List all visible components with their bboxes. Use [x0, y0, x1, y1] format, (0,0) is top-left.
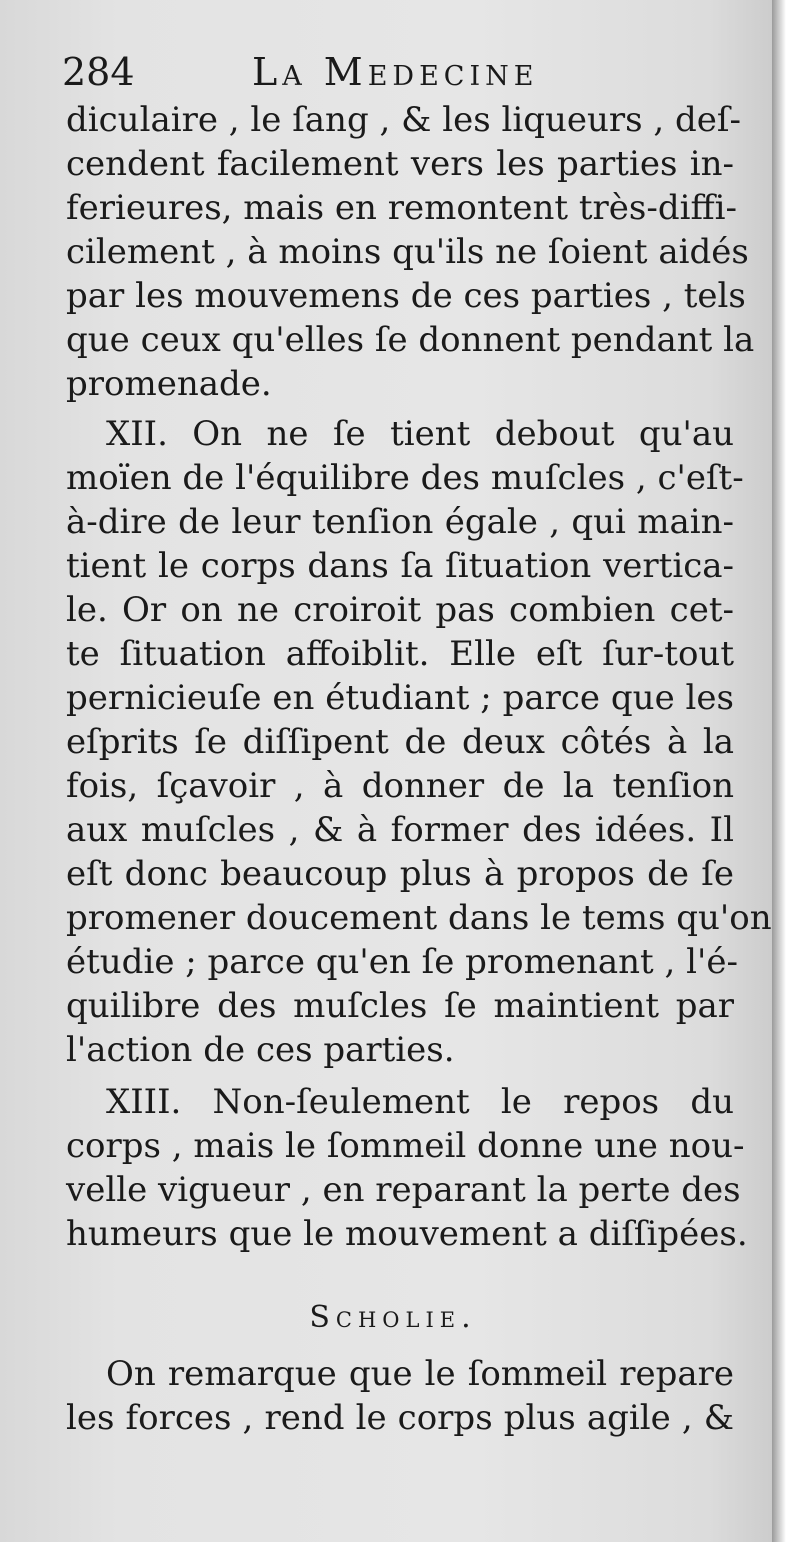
text-line: promenade.: [66, 364, 272, 404]
text-line: ferieures, mais en remontent très-diffi-: [66, 188, 738, 228]
text-line: corps , mais le ſommeil donne une nou-: [66, 1126, 745, 1166]
text-line: l'action de ces parties.: [66, 1030, 455, 1070]
text-line: XIII. Non-ſeulement le repos du: [106, 1082, 734, 1122]
text-line: promener doucement dans le tems qu'on: [66, 898, 772, 938]
section-heading: Scholie.: [309, 1300, 477, 1335]
text-line: On remarque que le ſommeil repare: [106, 1354, 734, 1394]
text-line: te ſituation affoiblit. Elle eſt ſur-tout: [66, 634, 734, 674]
text-line: velle vigueur , en reparant la perte des: [66, 1170, 741, 1210]
text-line: humeurs que le mouvement a diſſipées.: [66, 1214, 748, 1254]
text-line: fois, ſçavoir , à donner de la tenſion: [66, 766, 734, 806]
text-line: XII. On ne ſe tient debout qu'au: [106, 414, 734, 454]
text-line: eſprits ſe diſſipent de deux côtés à la: [66, 722, 734, 762]
page-header: [62, 48, 742, 96]
text-line: cilement , à moins qu'ils ne ſoient aidés: [66, 232, 749, 272]
text-line: étudie ; parce qu'en ſe promenant , l'é-: [66, 942, 738, 982]
text-line: le. Or on ne croiroit pas combien cet-: [66, 590, 734, 630]
text-line: eſt donc beaucoup plus à propos de ſe: [66, 854, 734, 894]
running-title: La Medecine: [252, 50, 539, 94]
text-line: diculaire , le ſang , & les liqueurs , deſ-: [66, 100, 741, 140]
text-line: aux muſcles , & à former des idées. Il: [66, 810, 734, 850]
text-line: par les mouvemens de ces parties , tels: [66, 276, 746, 316]
text-line: quilibre des muſcles ſe maintient par: [66, 986, 734, 1026]
text-line: les forces , rend le corps plus agile , &: [66, 1398, 734, 1438]
text-line: tient le corps dans ſa ſituation vertica-: [66, 546, 734, 586]
text-line: à-dire de leur tenſion égale , qui main-: [66, 502, 734, 542]
text-line: cendent facilement vers les parties in-: [66, 144, 734, 184]
text-line: que ceux qu'elles ſe donnent pendant la: [66, 320, 755, 360]
page-number: 284: [62, 50, 135, 94]
text-line: moïen de l'équilibre des muſcles , c'eſt-: [66, 458, 744, 498]
text-line: pernicieuſe en étudiant ; parce que les: [66, 678, 734, 718]
